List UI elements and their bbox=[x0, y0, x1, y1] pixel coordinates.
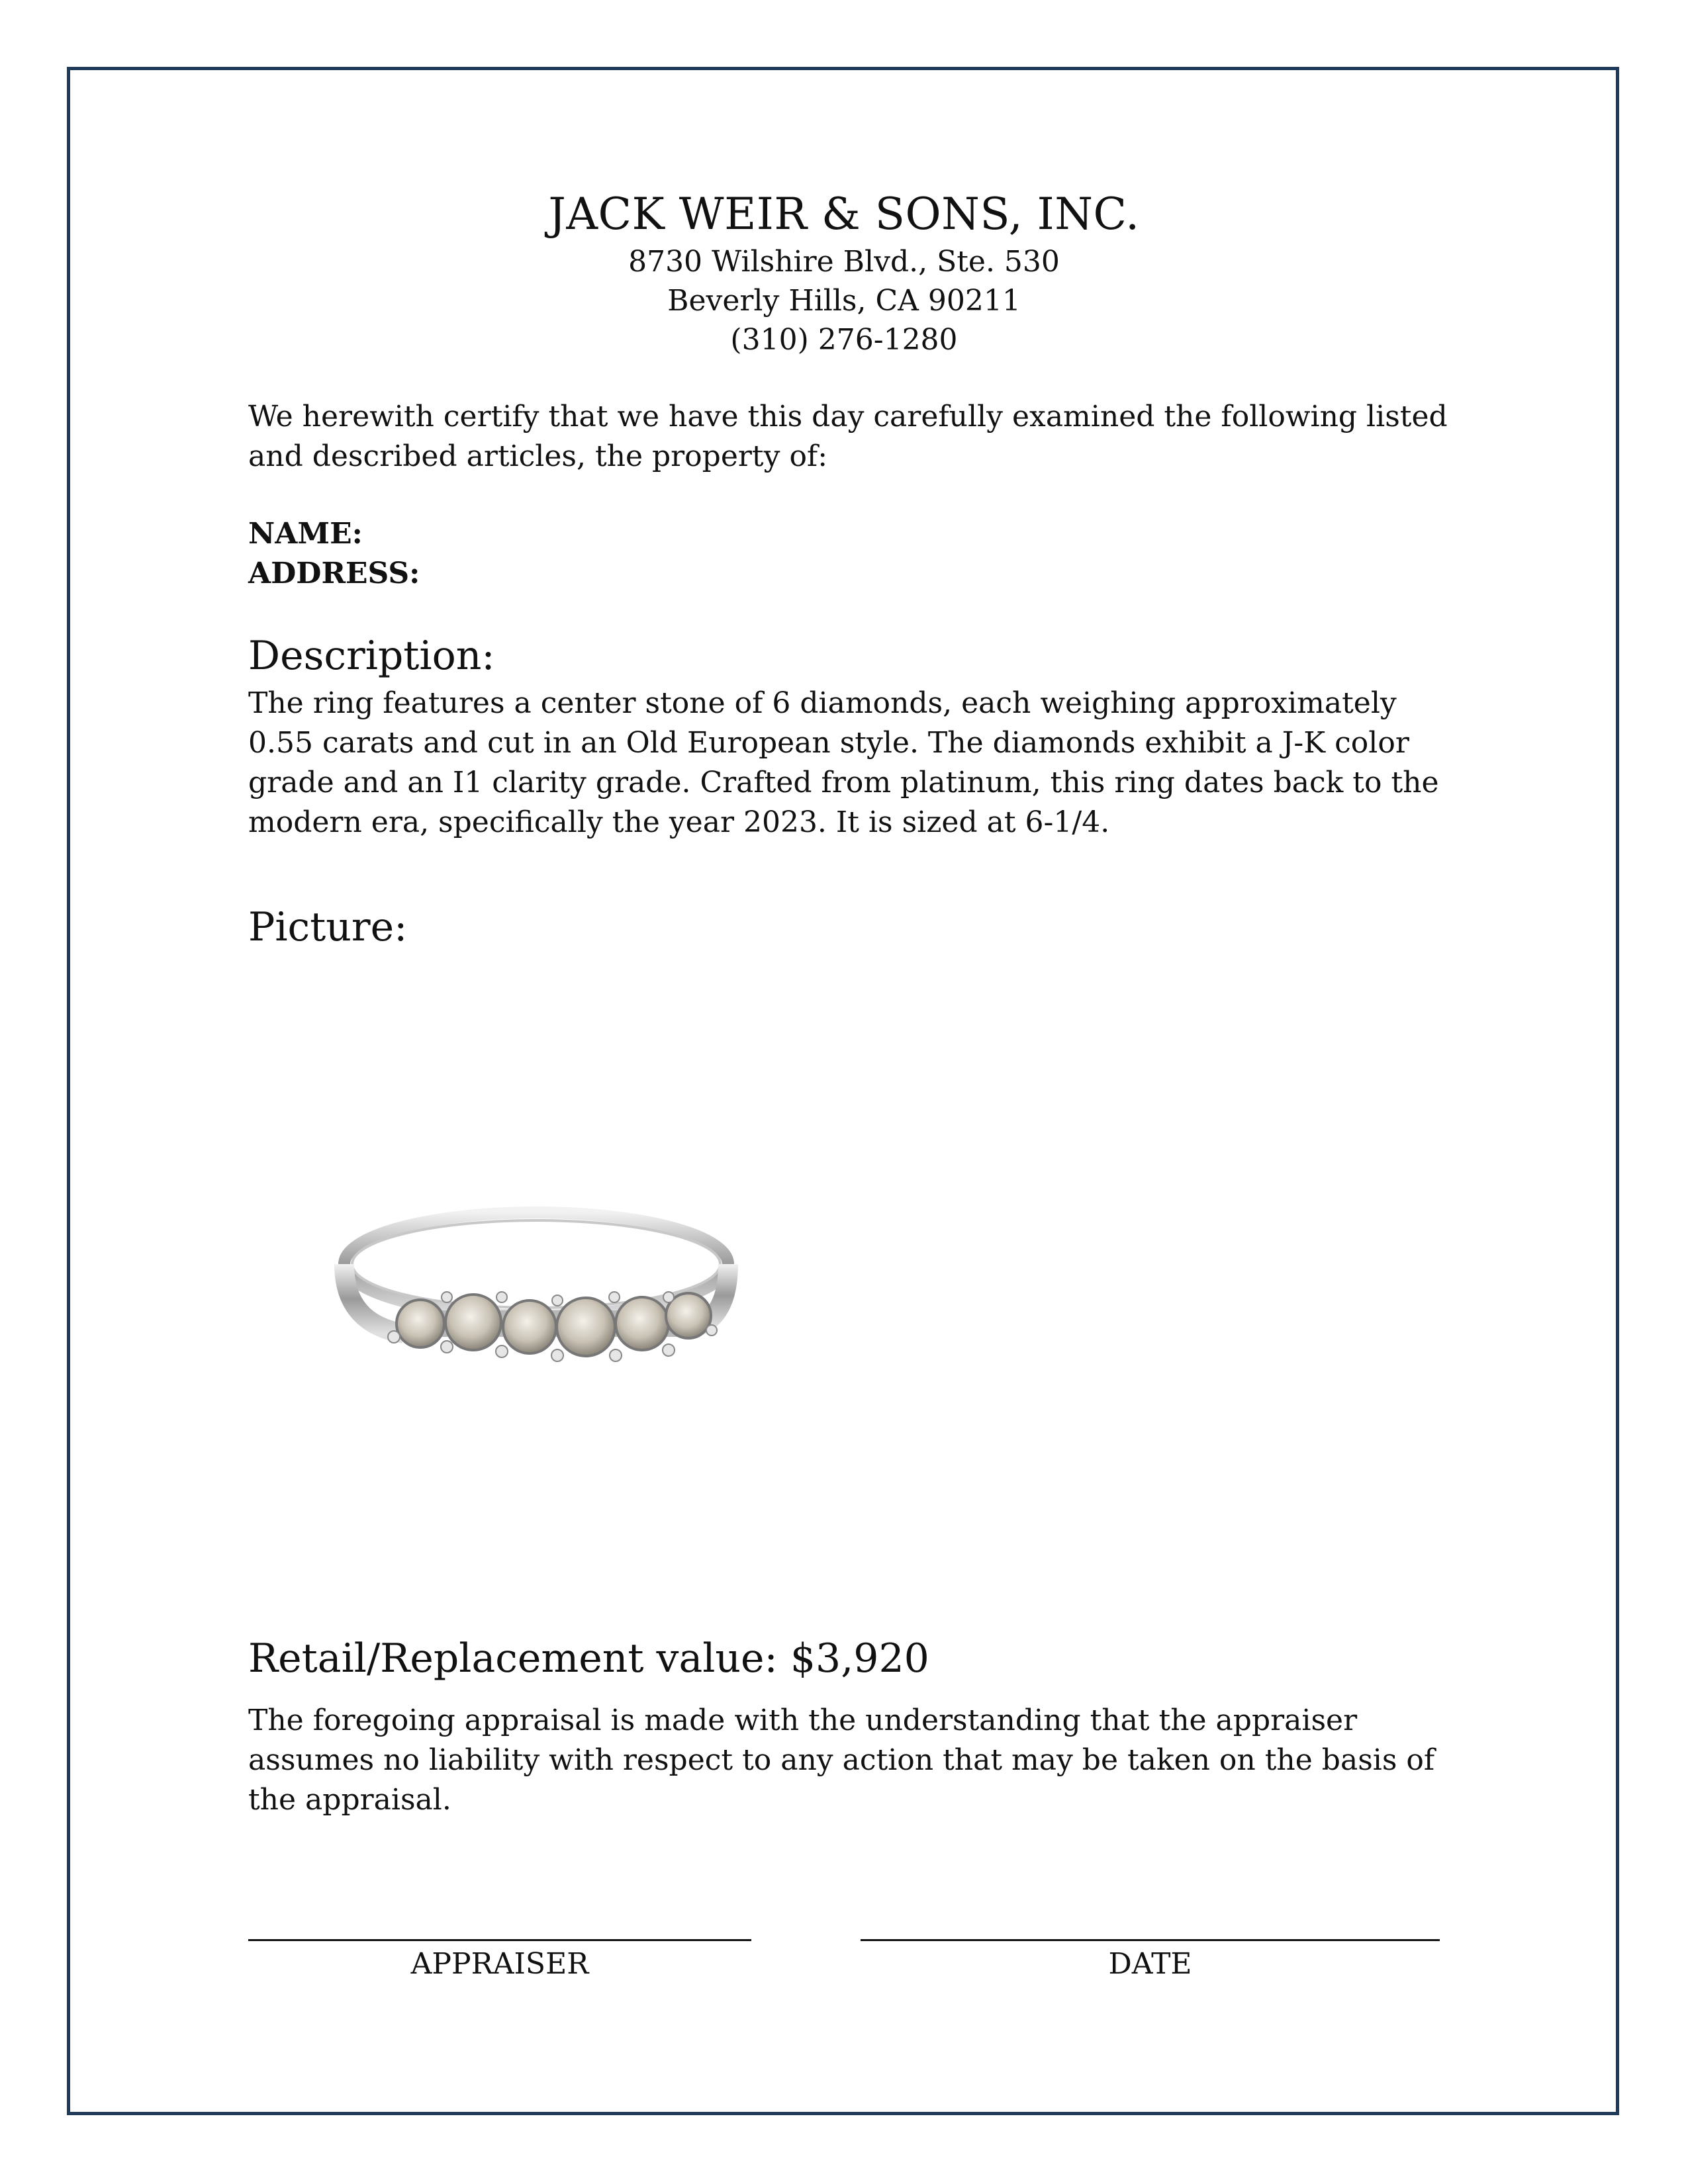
disclaimer-text: The foregoing appraisal is made with the understanding that the appraiser assumes no liability with respect to any action that may be taken on the basis of the appraisal. bbox=[248, 1704, 1435, 1817]
date-signature-line bbox=[861, 1939, 1440, 1941]
valuation-label: Retail/Replacement value: bbox=[248, 1635, 778, 1682]
phone-number: (310) 276-1280 bbox=[730, 323, 958, 357]
appraiser-signature-line bbox=[248, 1939, 751, 1941]
address-line-1: 8730 Wilshire Blvd., Ste. 530 bbox=[628, 245, 1060, 279]
owner-fields bbox=[248, 514, 1453, 594]
address-label: ADDRESS: bbox=[248, 557, 420, 590]
diamond-ring-icon bbox=[324, 1191, 755, 1410]
valuation bbox=[248, 1635, 1453, 1682]
name-label: NAME: bbox=[248, 517, 363, 551]
certification-statement: We herewith certify that we have this day carefully examined the following listed and described articles, the property of: bbox=[248, 400, 1448, 473]
date-label: DATE bbox=[1108, 1947, 1192, 1981]
picture-heading: Picture: bbox=[248, 904, 408, 950]
ring-photo bbox=[324, 1191, 755, 1410]
address-line-2: Beverly Hills, CA 90211 bbox=[667, 284, 1021, 318]
description-text: The ring features a center stone of 6 diamonds, each weighing approximately 0.55 carats and cut in an Old European style. The diamonds exhibit a J-K color grade and an I1 clarity grade. Crafted from platinum, this ring dates back to the modern era, specifically the year 2023. It is sized at 6-1/4. bbox=[248, 686, 1439, 839]
valuation-amount: $3,920 bbox=[790, 1635, 929, 1682]
appraiser-label: APPRAISER bbox=[410, 1947, 589, 1981]
description-heading: Description: bbox=[248, 633, 495, 679]
letterhead bbox=[0, 187, 1688, 359]
company-name: JACK WEIR & SONS, INC. bbox=[548, 189, 1140, 240]
